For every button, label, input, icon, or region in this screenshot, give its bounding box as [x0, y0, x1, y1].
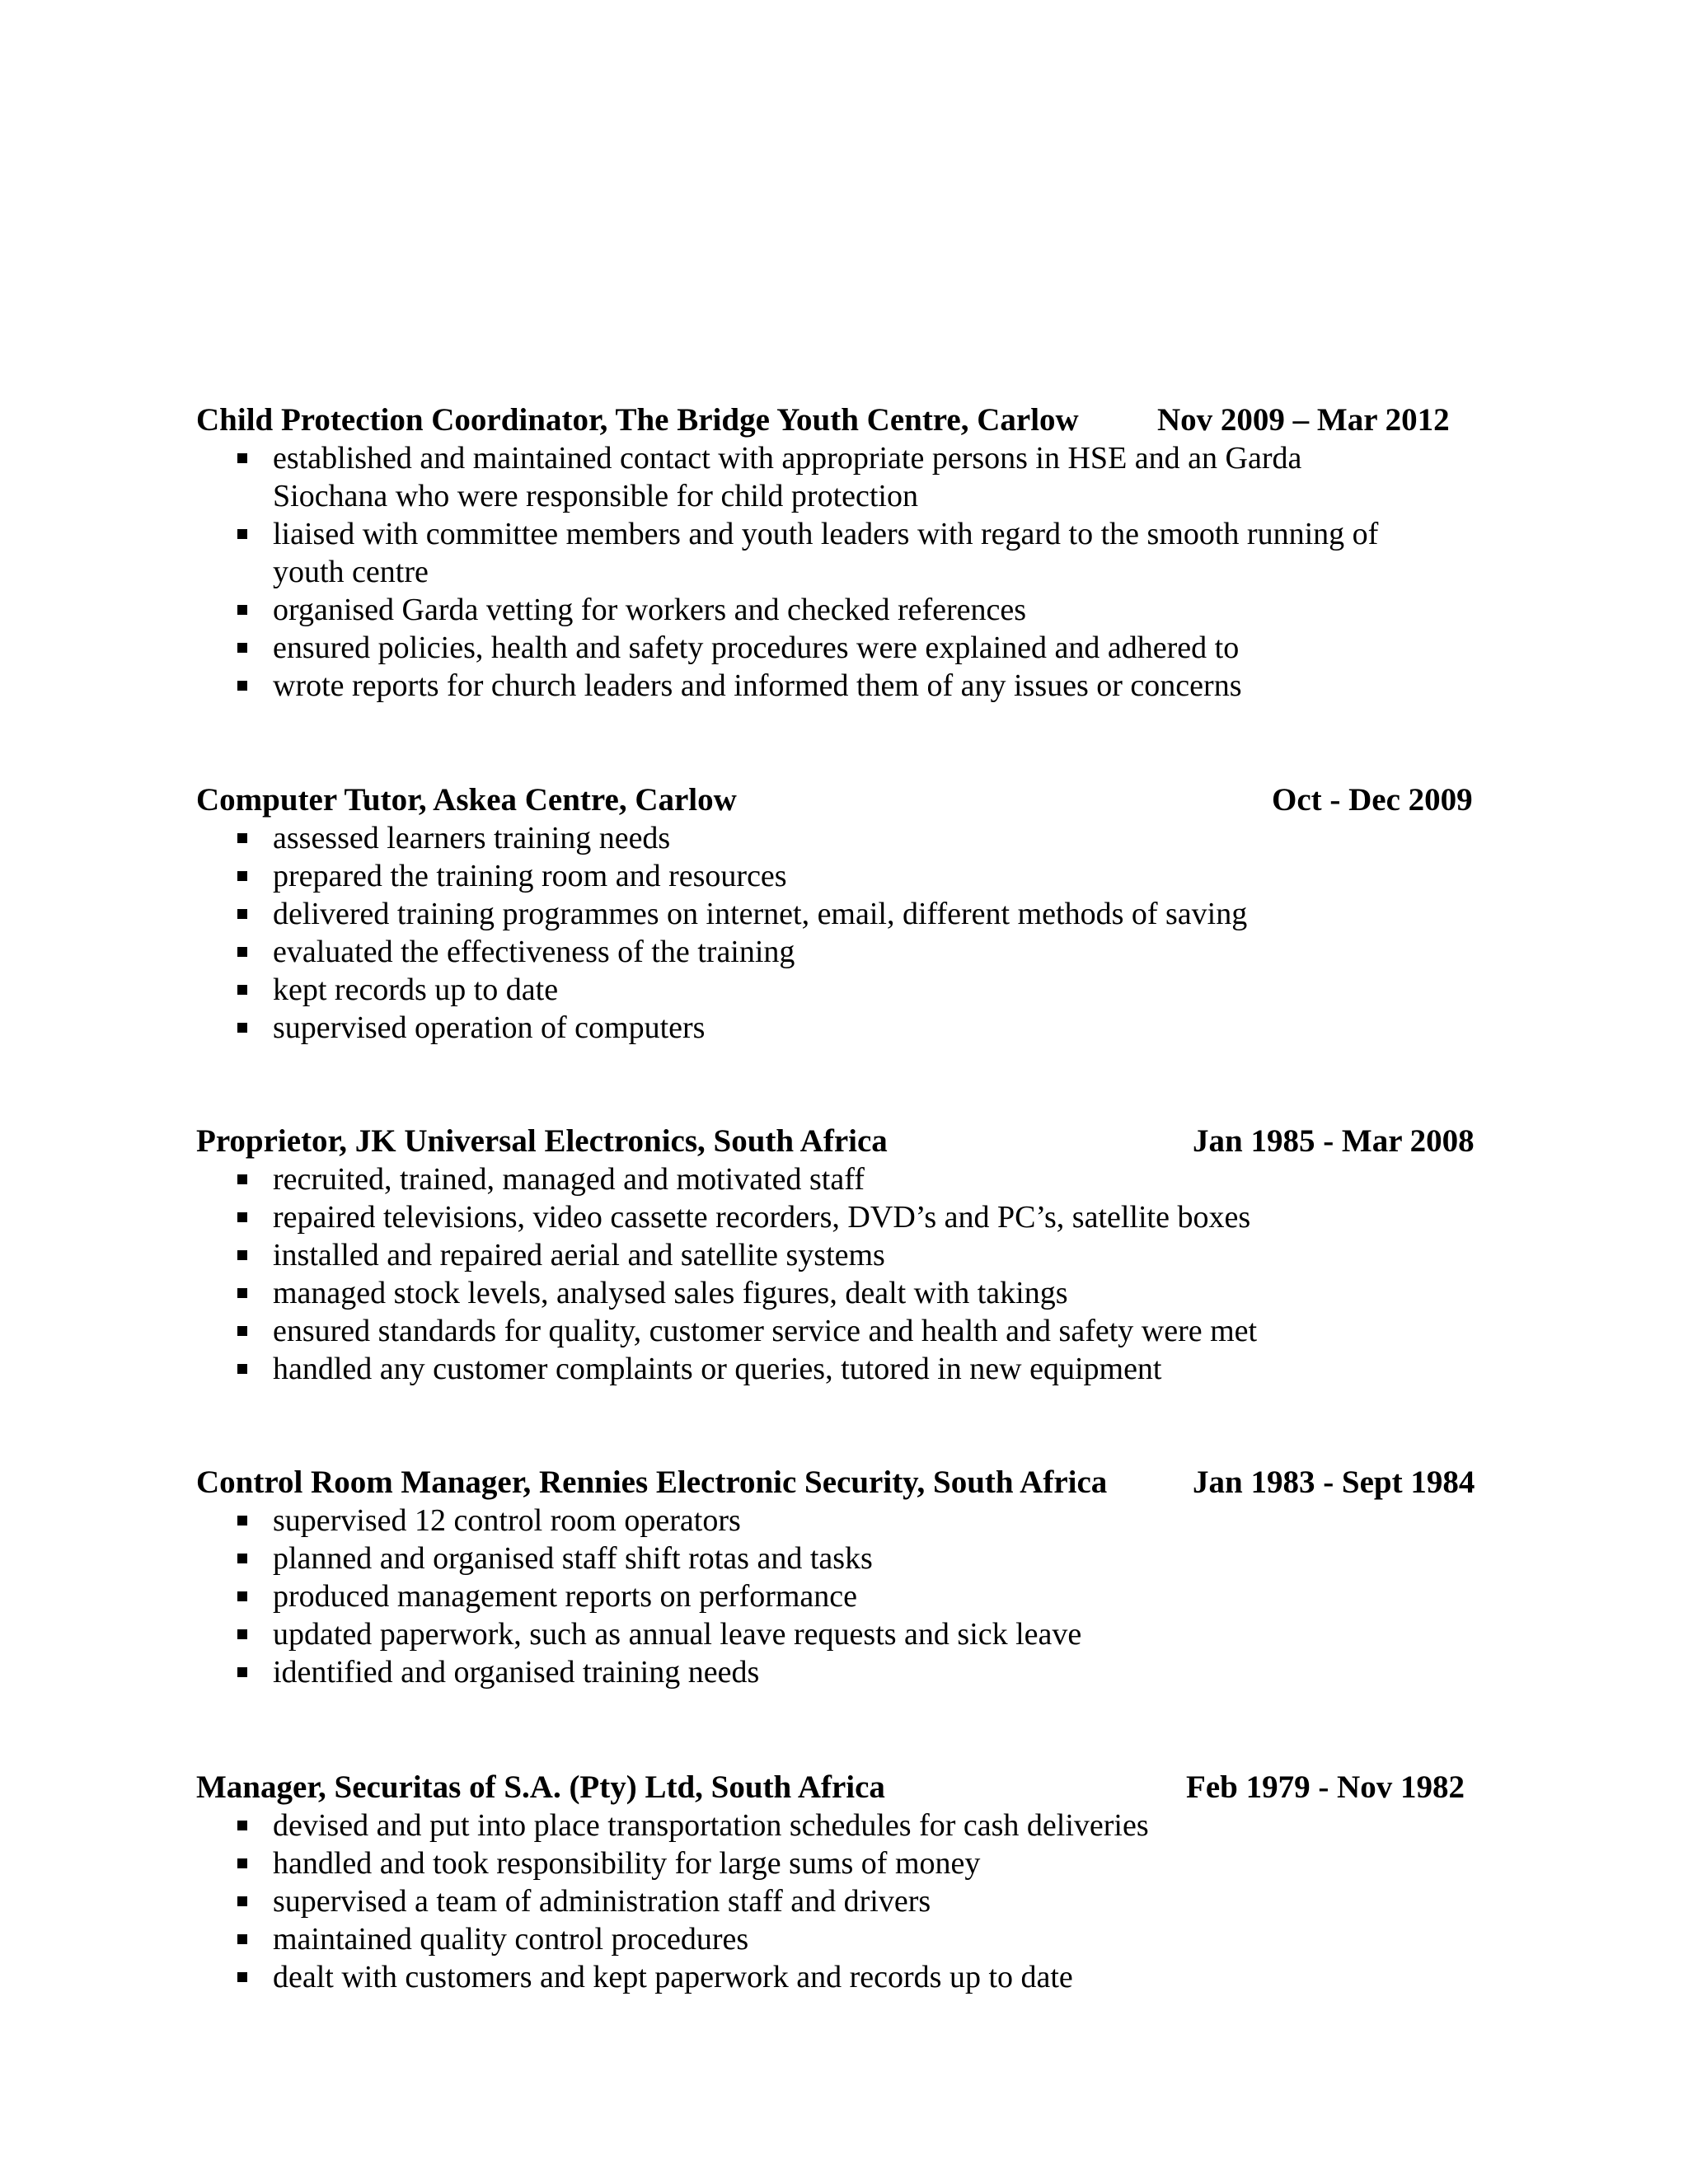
duty-text: managed stock levels, analysed sales figures, dealt with takings	[273, 1276, 1068, 1310]
job-header	[196, 781, 1482, 819]
duty-item	[196, 857, 1482, 895]
square-bullet-icon	[237, 871, 247, 881]
duty-item	[196, 629, 1482, 667]
square-bullet-icon	[237, 1326, 247, 1336]
square-bullet-icon	[237, 909, 247, 919]
duty-text: identified and organised training needs	[273, 1655, 760, 1690]
duty-item	[196, 1198, 1482, 1236]
duty-item	[196, 1312, 1482, 1350]
square-bullet-icon	[237, 605, 247, 615]
duty-item	[196, 1844, 1482, 1882]
job-dates: Feb 1979 - Nov 1982	[1186, 1769, 1465, 1805]
duty-item	[196, 1009, 1482, 1047]
duty-text: delivered training programmes on internet, email, different methods of saving	[273, 897, 1248, 931]
duty-text: established and maintained contact with appropriate persons in HSE and an Garda Siochana who were responsible for child protection	[273, 441, 1302, 513]
square-bullet-icon	[237, 1516, 247, 1526]
duty-text: ensured policies, health and safety procedures were explained and adhered to	[273, 630, 1240, 665]
duty-item	[196, 819, 1482, 857]
job-header	[196, 1769, 1482, 1807]
duty-item	[196, 1540, 1482, 1577]
duty-item	[196, 895, 1482, 933]
square-bullet-icon	[237, 1667, 247, 1677]
duties-list	[196, 1502, 1482, 1691]
job-title: Proprietor, JK Universal Electronics, South Africa	[196, 1123, 888, 1159]
duties-list	[196, 1160, 1482, 1388]
job-header	[196, 1464, 1482, 1502]
duty-text: supervised a team of administration staff and drivers	[273, 1884, 931, 1919]
job-title: Child Protection Coordinator, The Bridge Youth Centre, Carlow	[196, 402, 1079, 438]
job-entry-proprietor	[196, 1122, 1482, 1388]
duty-text: devised and put into place transportation schedules for cash deliveries	[273, 1808, 1149, 1843]
square-bullet-icon	[237, 947, 247, 957]
square-bullet-icon	[237, 681, 247, 691]
duty-item	[196, 1274, 1482, 1312]
duty-text: updated paperwork, such as annual leave requests and sick leave	[273, 1617, 1082, 1652]
duty-item	[196, 1958, 1482, 1996]
duties-list	[196, 439, 1482, 705]
duty-text: organised Garda vetting for workers and checked references	[273, 593, 1027, 627]
square-bullet-icon	[237, 643, 247, 653]
duty-text: dealt with customers and kept paperwork and records up to date	[273, 1960, 1073, 1994]
duty-item	[196, 591, 1482, 629]
job-entry-securitas-manager	[196, 1769, 1482, 1996]
square-bullet-icon	[237, 1591, 247, 1601]
duties-list	[196, 1807, 1482, 1996]
duty-text: wrote reports for church leaders and informed them of any issues or concerns	[273, 668, 1242, 703]
job-entry-child-protection	[196, 401, 1482, 705]
job-title: Control Room Manager, Rennies Electronic Security, South Africa	[196, 1465, 1108, 1500]
square-bullet-icon	[237, 1858, 247, 1868]
duty-item	[196, 439, 1482, 515]
job-entry-computer-tutor	[196, 781, 1482, 1047]
duty-item	[196, 1920, 1482, 1958]
duty-text: planned and organised staff shift rotas and tasks	[273, 1541, 873, 1576]
duty-item	[196, 971, 1482, 1009]
duty-item	[196, 1807, 1482, 1844]
square-bullet-icon	[237, 453, 247, 463]
duty-item	[196, 1160, 1482, 1198]
duty-item	[196, 515, 1482, 591]
duty-text: evaluated the effectiveness of the training	[273, 935, 795, 969]
square-bullet-icon	[237, 985, 247, 995]
duty-item	[196, 1653, 1482, 1691]
square-bullet-icon	[237, 1896, 247, 1906]
duty-text: ensured standards for quality, customer service and health and safety were met	[273, 1314, 1258, 1348]
job-header	[196, 1122, 1482, 1160]
duty-item	[196, 933, 1482, 971]
job-dates: Jan 1985 - Mar 2008	[1193, 1123, 1475, 1159]
duty-text: handled and took responsibility for large sums of money	[273, 1846, 981, 1881]
duty-item	[196, 1577, 1482, 1615]
duty-text: recruited, trained, managed and motivated staff	[273, 1162, 865, 1197]
duty-item	[196, 1882, 1482, 1920]
job-title: Manager, Securitas of S.A. (Pty) Ltd, South Africa	[196, 1769, 885, 1805]
duty-text: maintained quality control procedures	[273, 1922, 749, 1957]
job-dates: Nov 2009 – Mar 2012	[1157, 402, 1450, 438]
duty-text: handled any customer complaints or queries, tutored in new equipment	[273, 1352, 1162, 1386]
duty-text: produced management reports on performance	[273, 1579, 858, 1614]
square-bullet-icon	[237, 1821, 247, 1830]
duty-item	[196, 1502, 1482, 1540]
job-dates: Oct - Dec 2009	[1272, 782, 1473, 818]
duty-text: supervised 12 control room operators	[273, 1503, 741, 1538]
square-bullet-icon	[237, 1972, 247, 1982]
square-bullet-icon	[237, 1174, 247, 1184]
job-title: Computer Tutor, Askea Centre, Carlow	[196, 782, 737, 818]
job-dates: Jan 1983 - Sept 1984	[1193, 1465, 1475, 1500]
job-entry-control-room-manager	[196, 1464, 1482, 1691]
square-bullet-icon	[237, 1250, 247, 1260]
duty-item	[196, 1615, 1482, 1653]
duty-item	[196, 1350, 1482, 1388]
duty-item	[196, 1236, 1482, 1274]
square-bullet-icon	[237, 529, 247, 539]
square-bullet-icon	[237, 1023, 247, 1033]
duty-text: installed and repaired aerial and satellite systems	[273, 1238, 885, 1272]
duty-text: kept records up to date	[273, 972, 559, 1007]
square-bullet-icon	[237, 833, 247, 843]
duty-text: prepared the training room and resources	[273, 859, 787, 893]
duty-text: assessed learners training needs	[273, 821, 671, 855]
duty-text: liaised with committee members and youth leaders with regard to the smooth running of youth centre	[273, 517, 1379, 589]
square-bullet-icon	[237, 1554, 247, 1563]
duty-text: supervised operation of computers	[273, 1010, 706, 1045]
duty-text: repaired televisions, video cassette recorders, DVD’s and PC’s, satellite boxes	[273, 1200, 1251, 1235]
square-bullet-icon	[237, 1629, 247, 1639]
duty-item	[196, 667, 1482, 705]
square-bullet-icon	[237, 1364, 247, 1374]
job-header	[196, 401, 1482, 439]
square-bullet-icon	[237, 1934, 247, 1944]
square-bullet-icon	[237, 1288, 247, 1298]
duties-list	[196, 819, 1482, 1047]
square-bullet-icon	[237, 1212, 247, 1222]
